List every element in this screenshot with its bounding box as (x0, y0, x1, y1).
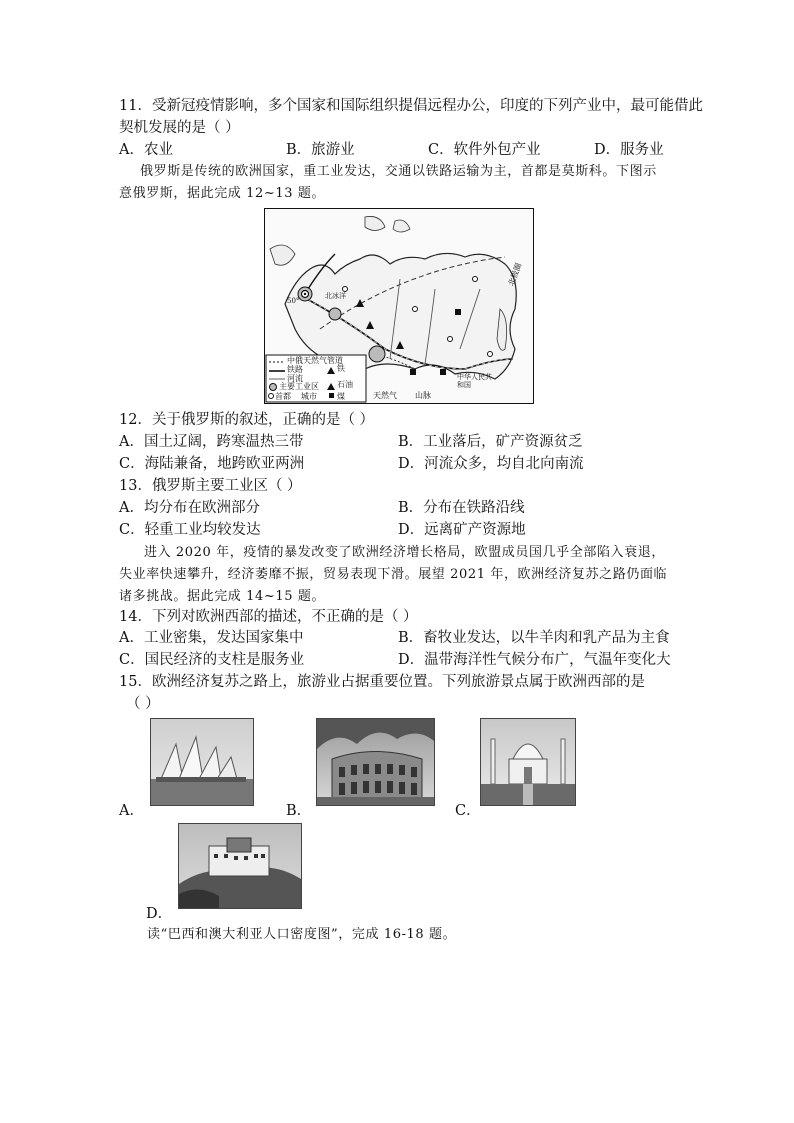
q15-label-b: B． (286, 803, 312, 819)
q12-option-d: D．河流众多，均自北向南流 (398, 456, 584, 472)
q15-label-d: D． (146, 906, 173, 922)
q13-option-c: C．轻重工业均较发达 (119, 522, 261, 538)
latitude-label: 50° (287, 297, 300, 305)
photo-option-c-taj-mahal (480, 718, 576, 806)
q11-option-c: C．软件外包产业 (428, 142, 541, 158)
passage2-line3: 诸多挑战。据此完成 14~15 题。 (119, 589, 326, 604)
legend-gas: 天然气 (373, 391, 397, 400)
arctic-circle-label: 北极圈 (506, 261, 524, 288)
q15-label-c: C． (455, 803, 481, 819)
q12-option-c: C．海陆兼备，地跨欧亚两洲 (119, 456, 305, 472)
q13-option-d: D．远离矿产资源地 (398, 522, 526, 538)
china-label: 中华人民共和国 (457, 373, 492, 389)
q11-stem-line1: 11．受新冠疫情影响，多个国家和国际组织提倡远程办公，印度的下列产业中，最可能借此 (119, 98, 703, 114)
passage1-line1: 俄罗斯是传统的欧洲国家，重工业发达，交通以铁路运输为主，首都是莫斯科。下图示 (140, 164, 657, 179)
q12-option-a: A．国土辽阔，跨寒温热三带 (119, 434, 304, 450)
legend-industrial-zone: 主要工业区 (279, 382, 319, 391)
q15-label-a: A． (119, 803, 144, 819)
q15-stem-line1: 15．欧洲经济复苏之路上，旅游业占据重要位置。下列旅游景点属于欧洲西部的是 (119, 674, 645, 690)
photo-option-b-colosseum (316, 718, 435, 806)
q13-stem: 13．俄罗斯主要工业区（ ） (119, 478, 302, 494)
q11-option-d: D．服务业 (594, 142, 664, 158)
legend-river: 河流 (287, 374, 303, 383)
q11-stem-line2: 契机发展的是（ ） (119, 120, 240, 136)
q12-option-b: B．工业落后，矿产资源贫乏 (398, 434, 583, 450)
q14-option-d: D．温带海洋性气候分布广，气温年变化大 (398, 652, 671, 668)
legend-mountain: 山脉 (415, 391, 431, 400)
legend-railway: 铁路 (287, 365, 303, 374)
passage3-line1: 读“巴西和澳大利亚人口密度图”，完成 16-18 题。 (147, 927, 457, 942)
q14-option-b: B．畜牧业发达，以牛羊肉和乳产品为主食 (398, 630, 670, 646)
legend-oil: 石油 (337, 380, 353, 389)
passage1-line2: 意俄罗斯，据此完成 12~13 题。 (119, 186, 326, 201)
photo-option-d-potala-palace (178, 823, 302, 909)
q13-option-b: B．分布在铁路沿线 (398, 500, 525, 516)
legend-pipeline: 中俄天然气管道 (287, 356, 343, 365)
q14-option-a: A．工业密集，发达国家集中 (119, 630, 304, 646)
photo-option-a-opera-house (150, 718, 254, 806)
ocean-label: 北冰洋 (325, 292, 346, 300)
passage2-line2: 失业率快速攀升，经济萎靡不振，贸易表现下滑。展望 2021 年，欧洲经济复苏之路仍面临 (119, 567, 668, 582)
passage2-line1: 进入 2020 年，疫情的暴发改变了欧洲经济增长格局，欧盟成员国几乎全部陷入衰退， (144, 545, 665, 560)
legend-coal: 煤 (337, 392, 345, 401)
q12-stem: 12．关于俄罗斯的叙述，正确的是（ ） (119, 412, 375, 428)
q14-option-c: C．国民经济的支柱是服务业 (119, 652, 305, 668)
legend-city: 城市 (301, 392, 317, 401)
q13-option-a: A．均分布在欧洲部分 (119, 500, 260, 516)
russia-map (264, 208, 534, 404)
legend-capital: 首都 (275, 392, 291, 401)
legend-iron: 铁 (337, 364, 345, 373)
q11-option-a: A．农业 (119, 142, 173, 158)
q11-option-b: B．旅游业 (286, 142, 355, 158)
q15-stem-line2: （ ） (126, 696, 160, 712)
q14-stem: 14．下列对欧洲西部的描述，不正确的是（ ） (119, 609, 418, 625)
